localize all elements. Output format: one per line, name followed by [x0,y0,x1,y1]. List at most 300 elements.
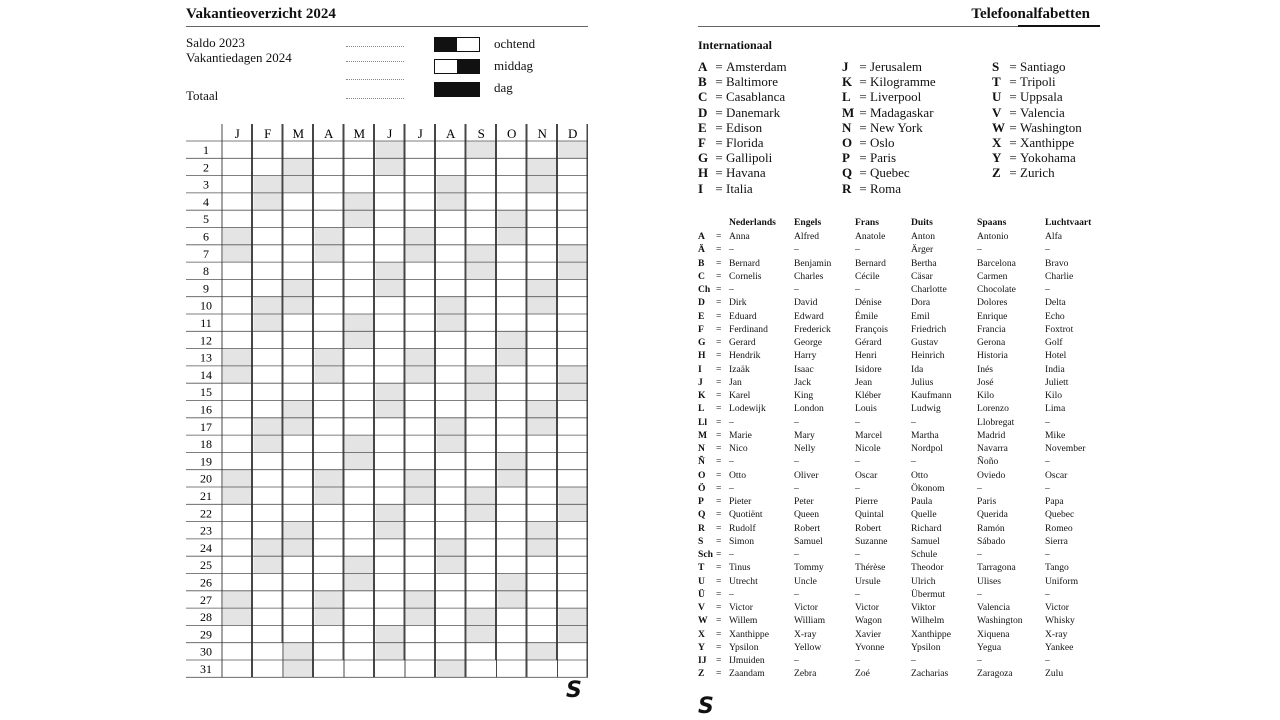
table-cell: – [977,244,982,256]
entry-letter: U [992,89,1002,105]
right-title-underline [1018,25,1100,27]
weekend-cell [437,556,467,573]
weekend-cell [284,643,314,660]
table-cell: Dolores [977,297,1008,309]
weekend-cell [498,349,528,366]
entry-word: Edison [726,119,763,135]
table-cell: Wagon [855,615,882,627]
international-entry [698,135,787,150]
table-cell: Nicole [855,443,881,454]
entry-equals: = [1009,104,1017,120]
weekend-cell [315,591,345,608]
table-cell: Tinus [729,562,751,574]
table-row-letter: Ch [698,284,711,295]
day-number: 15 [200,385,212,400]
international-heading: Internationaal [698,38,773,52]
international-entry [698,165,787,180]
table-row-letter: E [698,310,705,322]
international-entry [842,89,936,104]
table-cell: Übermut [911,588,946,600]
weekend-cell [376,383,406,400]
table-cell: Nordpol [911,443,943,454]
table-cell: – [855,655,860,666]
table-row-letter: IJ [698,655,707,666]
entry-letter: Y [992,150,1002,166]
table-cell: – [729,456,734,468]
weekend-cell [498,452,528,469]
weekend-cell [559,383,589,400]
legend-label-ochtend: ochtend [494,36,536,51]
day-number: 7 [203,246,209,261]
entry-word: Italia [726,180,753,196]
table-cell: Hotel [1045,350,1067,362]
weekend-cell [254,297,284,314]
table-row-letter: V [698,602,705,613]
table-cell: Robert [855,522,882,534]
international-entry [842,74,936,89]
day-number: 19 [200,454,212,469]
table-cell: Victor [794,602,818,613]
table-cell: Utrecht [729,575,758,587]
table-cell: François [855,323,889,335]
table-cell: David [794,297,818,309]
weekend-cell [437,193,467,210]
international-entry [698,181,787,196]
day-number: 17 [200,419,212,434]
table-cell: Pieter [729,496,752,507]
table-cell: London [794,403,824,415]
table-cell: Bernard [729,257,760,269]
table-row-letter: F [698,323,704,335]
table-cell: Ökonom [911,482,945,494]
table-cell: Washington [977,615,1023,627]
international-entry [992,165,1082,180]
table-cell: – [794,456,799,468]
table-row-equals: = [716,403,722,415]
table-cell: Charles [794,270,824,282]
weekend-cell [315,470,345,487]
weekend-cell [254,539,284,556]
entry-word: Danemark [726,104,781,120]
table-cell: Isidore [855,363,882,375]
weekend-cell [437,297,467,314]
entry-word: Havana [726,165,766,181]
table-cell: Izaäk [729,363,750,375]
entry-letter: P [842,150,850,166]
table-cell: Navarra [977,443,1008,454]
international-entry [842,181,936,196]
table-cell: Anton [911,231,935,242]
table-cell: – [729,244,734,256]
entry-letter: I [698,180,704,196]
table-cell: India [1045,363,1065,375]
weekend-cell [345,331,375,348]
table-row-equals: = [716,496,722,507]
table-cell: Papa [1045,496,1064,507]
table-cell: Gerona [977,337,1006,348]
table-cell: – [729,549,734,560]
day-number: 27 [200,592,212,607]
weekend-cell [223,470,253,487]
weekend-cell [437,435,467,452]
day-number: 13 [200,350,212,365]
table-row-equals: = [716,562,722,574]
table-cell: – [794,284,799,295]
table-cell: Lodewijk [729,403,766,415]
summary-label-totaal: Totaal [186,88,219,103]
weekend-cell [406,366,436,383]
entry-equals: = [715,119,723,135]
weekend-cell [467,487,497,504]
international-entry [842,105,936,120]
international-entry [698,120,787,135]
table-cell: Benjamin [794,257,832,269]
table-column-header: Frans [855,217,879,228]
table-row-equals: = [716,482,722,494]
table-column-header: Nederlands [729,217,776,228]
table-row-equals: = [716,390,722,401]
table-cell: – [1045,482,1050,494]
entry-equals: = [715,150,723,166]
entry-letter: W [992,119,1005,135]
table-row-equals: = [716,456,722,468]
month-header: A [446,126,456,141]
table-cell: Romeo [1045,522,1073,534]
entry-word: Tripoli [1020,74,1056,90]
table-cell: X-ray [1045,628,1068,640]
international-entry [842,120,936,135]
weekend-cell [315,487,345,504]
weekend-cell [406,608,436,625]
table-row-equals: = [716,376,722,388]
table-row-letter: Q [698,509,706,521]
table-cell: Nelly [794,443,816,454]
day-number: 14 [200,367,212,382]
weekend-cell [376,262,406,279]
table-cell: Wilhelm [911,615,945,627]
weekend-cell [406,228,436,245]
table-row-letter: M [698,429,708,441]
day-number: 20 [200,471,212,486]
table-cell: Xanthippe [911,628,951,640]
table-row-equals: = [716,522,722,534]
day-number: 23 [200,523,212,538]
table-row-equals: = [716,257,722,269]
weekend-cell [376,401,406,418]
entry-word: Santiago [1020,59,1066,74]
weekend-cell [406,349,436,366]
table-row-letter: S [698,535,704,547]
entry-word: Oslo [870,134,895,150]
international-entry [992,135,1082,150]
table-cell: Inés [977,363,993,375]
weekend-cell [284,539,314,556]
entry-word: Yokohama [1020,150,1076,166]
table-cell: Tango [1045,562,1069,574]
weekend-cell [467,366,497,383]
table-cell: Ypsilon [729,641,759,653]
entry-equals: = [715,59,723,74]
table-cell: Jan [729,376,742,388]
table-cell: Zaragoza [977,668,1013,680]
table-cell: Heinrich [911,350,945,362]
entry-word: Paris [870,150,896,166]
international-entry [698,59,787,74]
table-row-letter: Ñ [698,456,705,468]
table-cell: Victor [729,602,753,613]
table-cell: – [855,588,860,600]
weekend-cell [437,418,467,435]
table-cell: Quotiënt [729,509,763,521]
table-cell: Xanthippe [729,628,769,640]
table-row-letter: W [698,615,708,627]
month-header: O [507,126,517,141]
entry-letter: D [698,104,708,120]
weekend-cell [467,383,497,400]
table-cell: Zaandam [729,668,765,680]
weekend-cell [284,297,314,314]
table-cell: Thérèse [855,562,886,574]
table-cell: Juliett [1045,376,1069,388]
entry-letter: G [698,150,709,166]
legend-box-middag [434,59,480,74]
table-cell: – [794,588,799,600]
entry-letter: Z [992,165,1001,181]
table-cell: Nico [729,443,748,454]
table-cell: – [911,655,916,666]
weekend-cell [223,591,253,608]
left-title-rule [186,26,588,27]
table-column-header: Spaans [977,217,1007,228]
table-cell: Isaac [794,363,814,375]
table-row-equals: = [716,337,722,348]
weekend-cell [223,349,253,366]
table-cell: Émile [855,310,878,322]
international-entry [992,150,1082,165]
table-cell: Mary [794,429,815,441]
entry-equals: = [859,74,867,90]
entry-letter: O [842,134,853,150]
table-cell: Uncle [794,575,817,587]
table-cell: X-ray [794,628,817,640]
day-number: 18 [200,437,212,452]
weekend-cell [498,591,528,608]
month-header: J [234,126,240,141]
table-cell: Ida [911,363,924,375]
table-column-header: Duits [911,217,933,228]
weekend-cell [559,366,589,383]
table-cell: – [911,416,916,428]
table-cell: Samuel [911,535,940,547]
entry-word: Madagaskar [870,104,934,120]
weekend-cell [498,470,528,487]
table-cell: Ferdinand [729,323,768,335]
entry-word: Baltimore [726,74,778,90]
table-cell: Ursule [855,575,881,587]
table-row-equals: = [716,310,722,322]
entry-equals: = [859,150,867,166]
table-cell: – [977,588,982,600]
table-cell: Ärger [911,244,934,256]
table-row-equals: = [716,429,722,441]
day-number: 26 [200,575,212,590]
table-cell: Frederick [794,323,831,335]
table-row-letter: N [698,443,705,454]
table-cell: Oliver [794,469,819,481]
entry-word: Quebec [870,165,910,181]
table-cell: Ludwig [911,403,941,415]
table-row-letter: Ä [698,244,705,256]
table-row-equals: = [716,535,722,547]
table-cell: Xiquena [977,628,1010,640]
table-cell: Lorenzo [977,403,1009,415]
international-entry [992,120,1082,135]
entry-letter: M [842,104,855,120]
entry-word: New York [870,119,923,135]
table-cell: Cécile [855,270,880,282]
weekend-cell [254,556,284,573]
weekend-cell [345,452,375,469]
table-row-equals: = [716,602,722,613]
day-number: 4 [203,194,209,209]
table-cell: Llobregat [977,416,1015,428]
table-row-equals: = [716,668,722,680]
weekend-cell [254,418,284,435]
day-number: 31 [200,662,212,676]
table-cell: Antonio [977,231,1009,242]
table-cell: José [977,376,994,388]
weekend-cell [467,141,497,158]
weekend-cell [376,625,406,642]
left-page-title: Vakantieoverzicht 2024 [186,6,336,22]
table-cell: Marcel [855,429,883,441]
table-cell: Gustav [911,337,939,348]
entry-word: Liverpool [870,89,922,105]
entry-letter: A [698,59,708,74]
day-number: 8 [203,264,209,279]
weekend-cell [528,158,558,175]
table-row-equals: = [716,350,722,362]
table-cell: Martha [911,429,939,441]
day-number: 2 [203,160,209,175]
weekend-cell [528,539,558,556]
vacation-calendar-grid [186,124,588,678]
weekend-cell [528,279,558,296]
summary-dotline [346,98,404,99]
table-cell: Charlie [1045,270,1074,282]
table-cell: Oscar [855,469,878,481]
table-row-letter: O [698,469,706,481]
table-cell: Edward [794,310,824,322]
table-cell: Paris [977,496,997,507]
summary-dotline [346,61,404,62]
day-number: 29 [200,627,212,642]
entry-equals: = [859,104,867,120]
table-cell: Tarragona [977,562,1016,574]
table-row-letter: X [698,628,705,640]
table-row-letter: G [698,337,706,348]
table-cell: Querida [977,509,1008,521]
weekend-cell [528,522,558,539]
international-entry [842,59,936,74]
table-cell: – [1045,588,1050,600]
day-number: 10 [200,298,212,313]
international-entry [842,150,936,165]
entry-letter: K [842,74,853,90]
table-cell: – [1045,244,1050,256]
international-entry [698,105,787,120]
weekend-cell [406,487,436,504]
table-cell: Queen [794,509,820,521]
entry-letter: H [698,165,709,181]
entry-equals: = [859,119,867,135]
day-number: 16 [200,402,212,417]
table-row-equals: = [716,655,722,666]
weekend-cell [498,228,528,245]
table-row-equals: = [716,575,722,587]
weekend-cell [284,418,314,435]
entry-letter: V [992,104,1002,120]
entry-equals: = [715,180,723,196]
table-row-equals: = [716,416,722,428]
table-column-header: Engels [794,217,822,228]
entry-equals: = [1009,89,1017,105]
table-row-letter: Ü [698,588,705,600]
weekend-cell [559,141,589,158]
table-row-equals: = [716,270,722,282]
table-cell: Jack [794,376,812,388]
month-header: J [387,126,393,141]
table-cell: Kaufmann [911,390,952,401]
table-row-letter: Y [698,641,705,653]
table-cell: Bravo [1045,257,1069,269]
table-cell: Lima [1045,403,1066,415]
weekend-cell [376,504,406,521]
table-cell: William [794,615,826,627]
weekend-cell [406,470,436,487]
entry-letter: J [842,59,849,74]
table-cell: November [1045,443,1086,454]
weekend-cell [559,487,589,504]
day-number: 30 [200,644,212,659]
summary-dotline [346,46,404,47]
entry-equals: = [1009,134,1017,150]
day-number: 12 [200,333,212,348]
entry-equals: = [1009,150,1017,166]
weekend-cell [467,504,497,521]
table-cell: Samuel [794,535,823,547]
table-cell: Xavier [855,628,882,640]
entry-equals: = [859,59,867,74]
table-cell: – [977,655,982,666]
month-header: M [353,126,366,141]
table-row-letter: B [698,257,705,269]
table-row-letter: U [698,575,705,587]
weekend-cell [254,193,284,210]
entry-word: Roma [870,180,902,196]
weekend-cell [315,245,345,262]
weekend-cell [498,210,528,227]
table-cell: Rudolf [729,522,756,534]
entry-equals: = [1009,119,1017,135]
international-entry [992,74,1082,89]
weekend-cell [284,279,314,296]
day-number: 22 [200,506,212,521]
table-cell: Suzanne [855,535,888,547]
table-cell: Harry [794,350,817,362]
table-cell: Theodor [911,562,944,574]
table-cell: Jean [855,376,873,388]
